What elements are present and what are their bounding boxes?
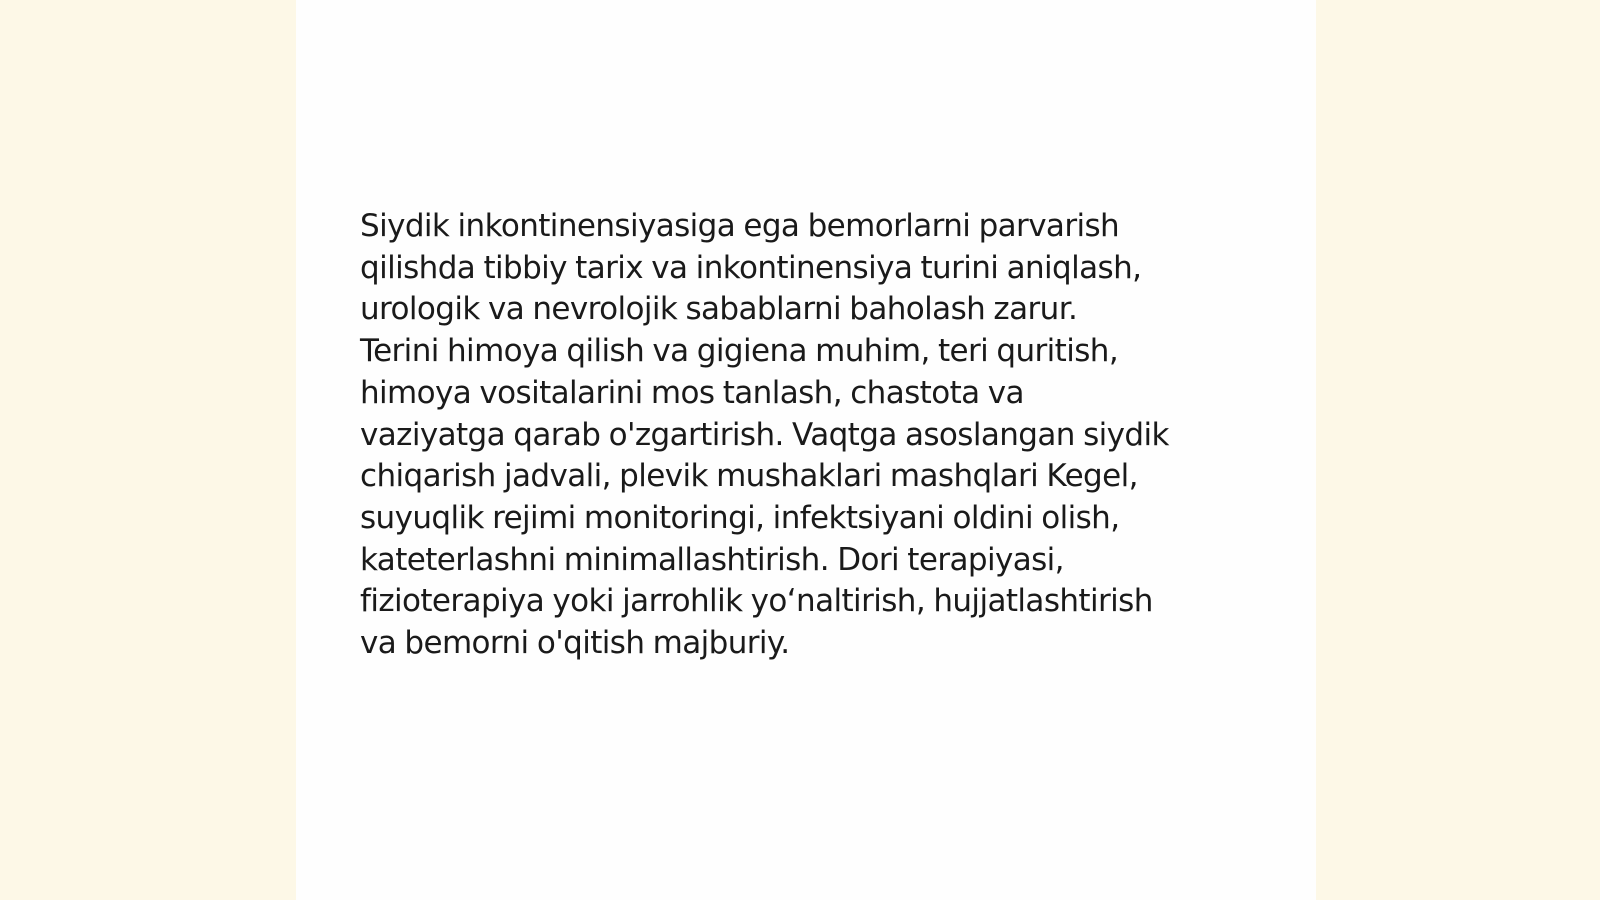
paragraph-line-2: qilishda tibbiy tarix va inkontinensiya turini aniqlash,: [360, 249, 1142, 286]
document-page: [296, 0, 1316, 900]
paragraph-line-8: suyuqlik rejimi monitoringi, infektsiyani oldini olish,: [360, 499, 1120, 536]
paragraph-line-6: vaziyatga qarab o'zgartirish. Vaqtga asoslangan siydik: [360, 416, 1169, 453]
paragraph-line-3: urologik va nevrolojik sabablarni baholash zarur.: [360, 291, 1078, 328]
paragraph-line-4: Terini himoya qilish va gigiena muhim, teri quritish,: [360, 333, 1119, 370]
paragraph-line-9: kateterlashni minimallashtirish. Dori terapiyasi,: [360, 541, 1064, 578]
body-paragraph: [360, 206, 1260, 665]
paragraph-line-10: fizioterapiya yoki jarrohlik yoʻnaltirish, hujjatlashtirish: [360, 583, 1153, 620]
paragraph-line-5: himoya vositalarini mos tanlash, chastota va: [360, 374, 1024, 411]
paragraph-line-7: chiqarish jadvali, plevik mushaklari mashqlari Kegel,: [360, 458, 1138, 495]
paragraph-line-11: va bemorni o'qitish majburiy.: [360, 625, 790, 662]
paragraph-line-1: Siydik inkontinensiyasiga ega bemorlarni parvarish: [360, 208, 1120, 244]
